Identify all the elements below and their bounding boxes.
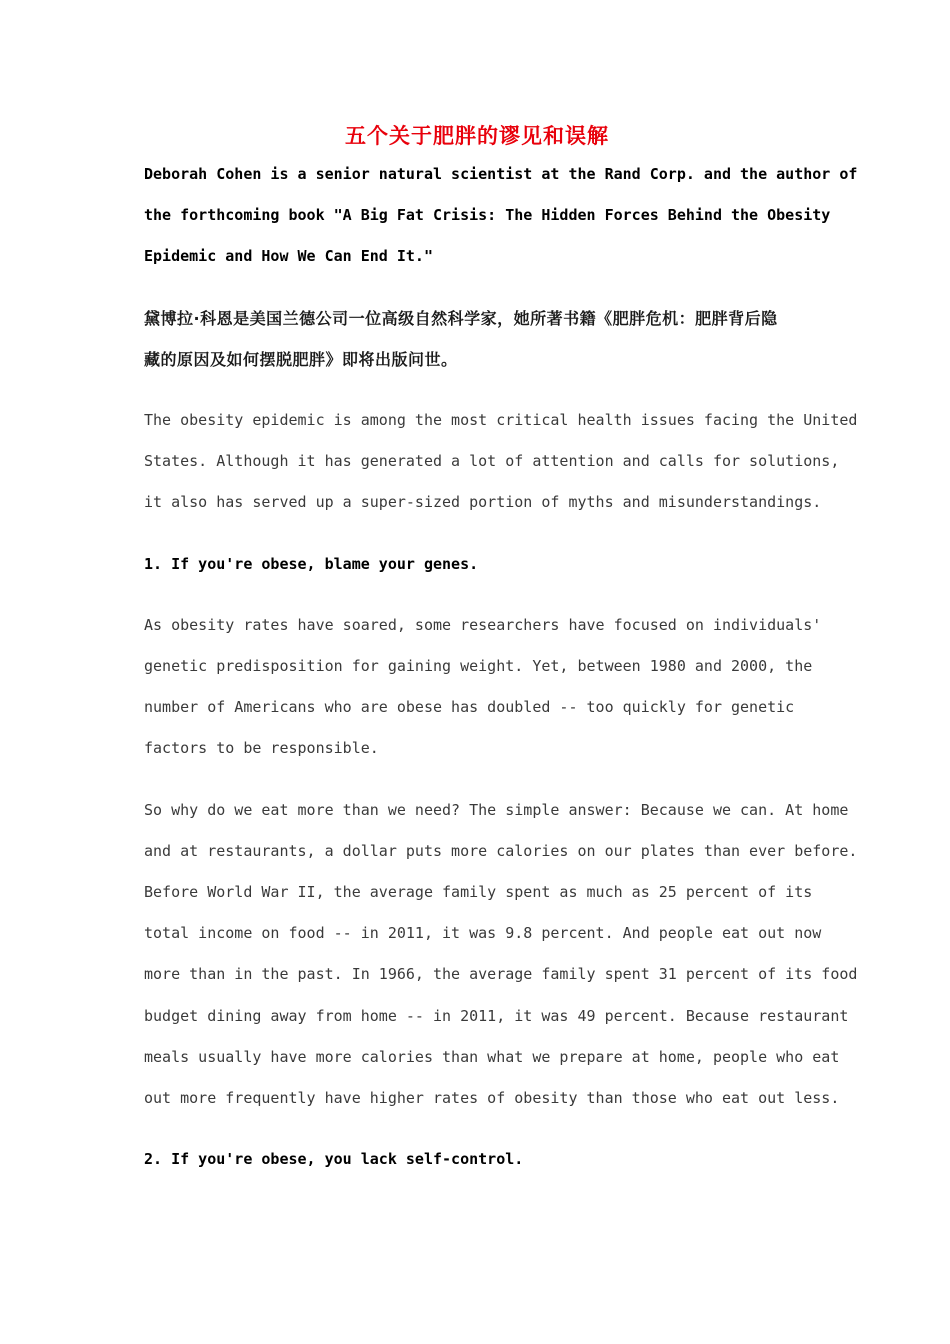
text-line: the forthcoming book "A Big Fat Crisis: The Hidden Forces Behind the Obesity: [144, 206, 831, 225]
text-line: number of Americans who are obese has doubled -- too quickly for genetic: [144, 698, 795, 717]
text-line: So why do we eat more than we need? The simple answer: Because we can. At home: [144, 800, 849, 819]
myth2-heading: [144, 1139, 810, 1180]
intro-english: [144, 154, 858, 278]
intro-chinese: [144, 298, 810, 380]
text-line: As obesity rates have soared, some researchers have focused on individuals': [144, 615, 822, 634]
heading-text: 1. If you're obese, blame your genes.: [144, 554, 479, 573]
text-line: budget dining away from home -- in 2011, it was 49 percent. Because restaurant: [144, 1006, 849, 1025]
text-line: total income on food -- in 2011, it was 9.8 percent. And people eat out now: [144, 924, 822, 943]
text-line: 黛博拉·科恩是美国兰德公司一位高级自然科学家，她所著书籍《肥胖危机：肥胖背后隐: [144, 308, 778, 328]
text-line: and at restaurants, a dollar puts more calories on our plates than ever before.: [144, 841, 858, 860]
text-line: States. Although it has generated a lot of attention and calls for solutions,: [144, 452, 840, 471]
myth1-paragraph-2: [144, 790, 858, 1120]
overview-paragraph: [144, 400, 858, 524]
text-line: genetic predisposition for gaining weight. Yet, between 1980 and 2000, the: [144, 657, 813, 676]
text-line: Before World War II, the average family spent as much as 25 percent of its: [144, 883, 813, 902]
text-line: out more frequently have higher rates of obesity than those who eat out less.: [144, 1089, 840, 1108]
text-line: Epidemic and How We Can End It.": [144, 247, 433, 266]
text-line: The obesity epidemic is among the most critical health issues facing the United: [144, 411, 858, 430]
myth1-heading: [144, 544, 810, 585]
text-line: it also has served up a super-sized portion of myths and misunderstandings.: [144, 493, 822, 512]
text-line: meals usually have more calories than what we prepare at home, people who eat: [144, 1047, 840, 1066]
text-line: more than in the past. In 1966, the average family spent 31 percent of its food: [144, 965, 858, 984]
document-title: 五个关于肥胖的谬见和误解: [345, 124, 609, 148]
myth1-paragraph-1: [144, 605, 822, 770]
document-page: [144, 120, 858, 1180]
text-line: Deborah Cohen is a senior natural scientist at the Rand Corp. and the author of: [144, 165, 858, 183]
text-line: 藏的原因及如何摆脱肥胖》即将出版问世。: [144, 349, 458, 369]
text-line: factors to be responsible.: [144, 739, 379, 758]
heading-text: 2. If you're obese, you lack self-control.: [144, 1150, 524, 1169]
